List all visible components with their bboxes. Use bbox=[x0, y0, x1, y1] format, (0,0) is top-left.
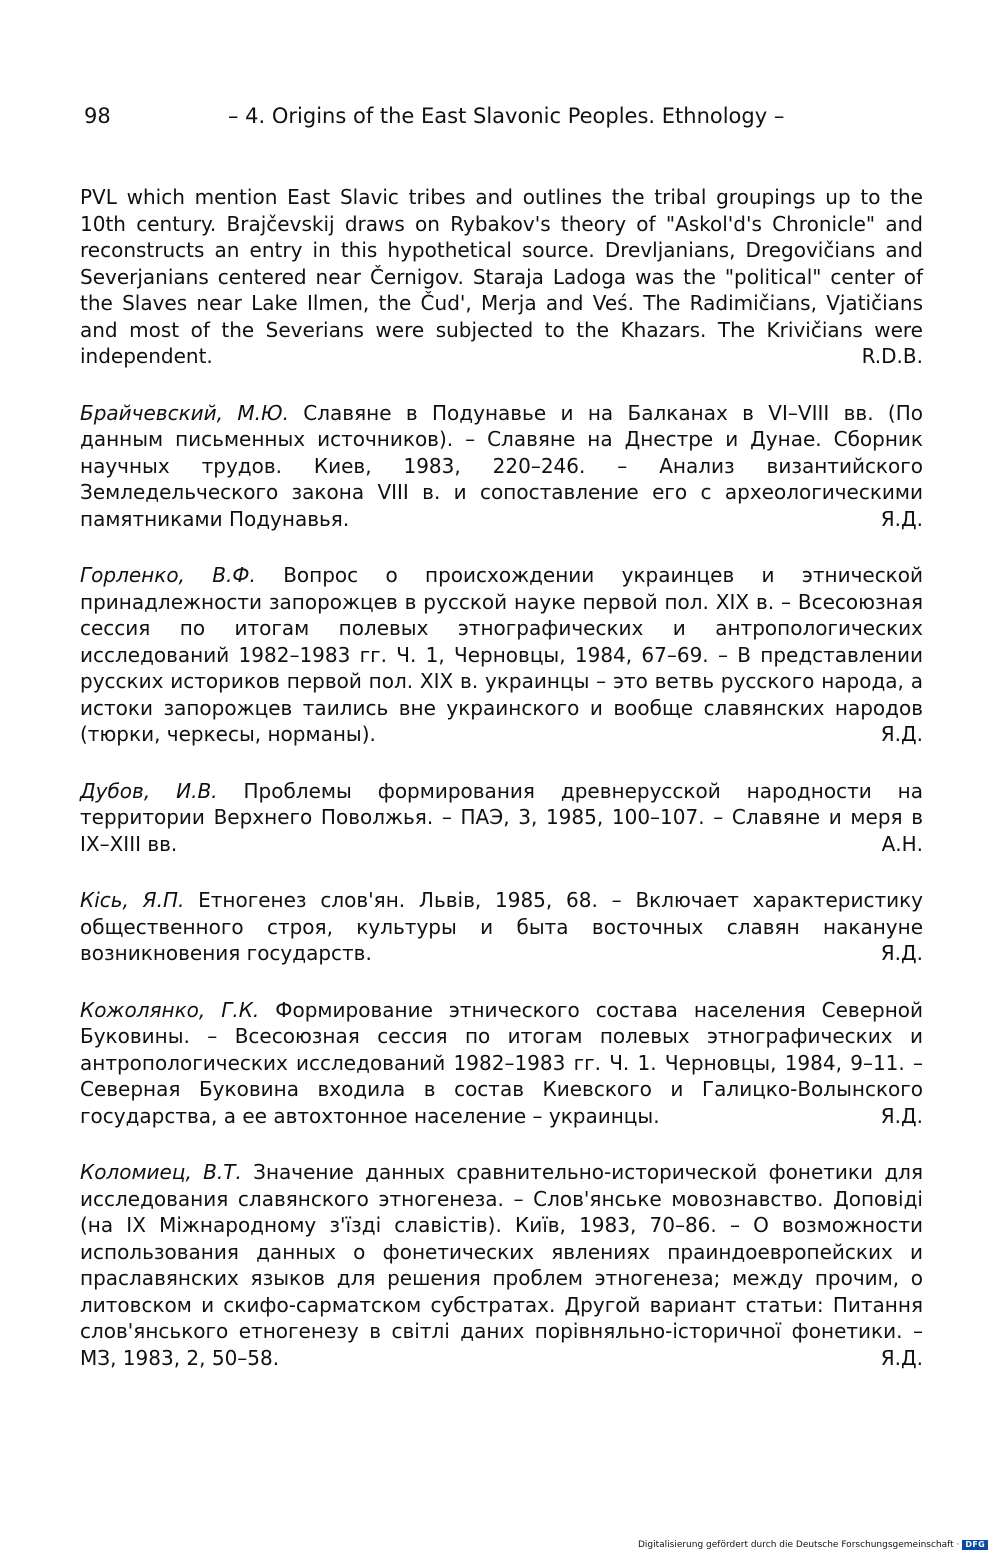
bibliography-entry bbox=[80, 562, 923, 748]
bibliography-entry bbox=[80, 400, 923, 533]
reviewer-initials: Я.Д. bbox=[880, 941, 923, 965]
bibliography-entry bbox=[80, 1159, 923, 1371]
bibliography-entry bbox=[80, 997, 923, 1130]
reviewer-initials: Я.Д. bbox=[880, 722, 923, 746]
reviewer-initials: А.Н. bbox=[881, 831, 923, 856]
bibliography-entry bbox=[80, 887, 923, 967]
reviewer-initials: Я.Д. bbox=[880, 1103, 923, 1128]
entry-text: Вопрос о происхождении украинцев и этнической принадлежности запорожцев в русской науке первой пол. XIX в. – Всесоюзная сессия по итогам полевых этнографических и антропологических исследований 1982–1983 гг. Ч. 1, Черновцы, 1984, 67–69. – В представлении русских историков первой пол. XIX в. украинцы – это ветвь русского народа, а истоки запорожцев таились вне украинского и вообще славянских народов (тюрки, черкесы, норманы). bbox=[80, 563, 924, 746]
entry-author: Коломиец, В.Т. bbox=[80, 1160, 242, 1184]
bibliography-entry bbox=[80, 184, 923, 370]
digitization-footer bbox=[638, 1539, 988, 1551]
bibliography-entry bbox=[80, 778, 923, 858]
dfg-logo-icon: DFG bbox=[962, 1540, 988, 1550]
reviewer-initials: R.D.B. bbox=[861, 344, 923, 368]
entry-text: Формирование этнического состава населения Северной Буковины. – Всесоюзная сессия по итогам полевых этнографических и антропологических исследований 1982–1983 гг. Ч. 1. Черновцы, 1984, 9–11. – Северная Буковина входила в состав Киевского и Галицко-Волынского государства, а ее автохтонное население – украинцы. bbox=[80, 997, 924, 1128]
running-header bbox=[84, 100, 914, 132]
entry-author: Кісь, Я.П. bbox=[80, 888, 185, 912]
bibliography-list bbox=[80, 184, 923, 1401]
entry-author: Брайчевский, М.Ю. bbox=[80, 400, 289, 425]
running-title: – 4. Origins of the East Slavonic Peoples. Ethnology – bbox=[228, 104, 785, 128]
entry-author: Дубов, И.В. bbox=[80, 778, 218, 803]
entry-text: Значение данных сравнительно-исторической фонетики для исследования славянского этногенеза. – Слов'янське мовознавство. Доповіді (на IX Міжнародному з'їзді славістів). Київ, 1983, 70–86. – О возможности использования данных о фонетических явлениях праиндоевропейских и праславянских языков для решения проблем этногенеза; между прочим, о литовском и скифо-сарматском субстратах. Другой вариант статьи: Питання слов'янського етногенезу в світлі даних порівняльно-історичної фонетики. – МЗ, 1983, 2, 50–58. bbox=[80, 1160, 923, 1370]
entry-author: Горленко, В.Ф. bbox=[80, 563, 256, 587]
entry-author: Кожолянко, Г.К. bbox=[80, 997, 260, 1022]
reviewer-initials: Я.Д. bbox=[880, 1345, 923, 1370]
page-number: 98 bbox=[84, 104, 111, 128]
entry-text: Етногенез слов'ян. Львів, 1985, 68. – Включает характеристику общественного строя, культуры и быта восточных славян накануне возникновения государств. bbox=[80, 888, 924, 965]
reviewer-initials: Я.Д. bbox=[880, 506, 923, 531]
footer-text: Digitalisierung gefördert durch die Deutsche Forschungsgemeinschaft · bbox=[637, 1540, 960, 1550]
entry-text: Проблемы формирования древнерусской народности на территории Верхнего Поволжья. – ПАЭ, 3, 1985, 100–107. – Славяне и меря в IX–XIII вв. bbox=[80, 778, 923, 856]
entry-text: Славяне в Подунавье и на Балканах в VI–VIII вв. (По данным письменных источников). – Славяне на Днестре и Дунае. Сборник научных трудов. Киев, 1983, 220–246. – Анализ византийского Земледельческого закона VIII в. и сопоставление его с археологическими памятниками Подунавья. bbox=[80, 400, 923, 531]
entry-text: PVL which mention East Slavic tribes and outlines the tribal groupings up to the 10th century. Brajčevskij draws on Rybakov's theory of "Askol'd's Chronicle" and reconstructs an entry in this hypothetical source. Drevljanians, Dregovičians and Severjanians centered near Černigov. Staraja Ladoga was the "political" center of the Slaves near Lake Ilmen, the Čud', Merja and Veś. The Radimičians, Vjatičians and most of the Severians were subjected to the Khazars. The Krivičians were independent. bbox=[80, 185, 923, 368]
